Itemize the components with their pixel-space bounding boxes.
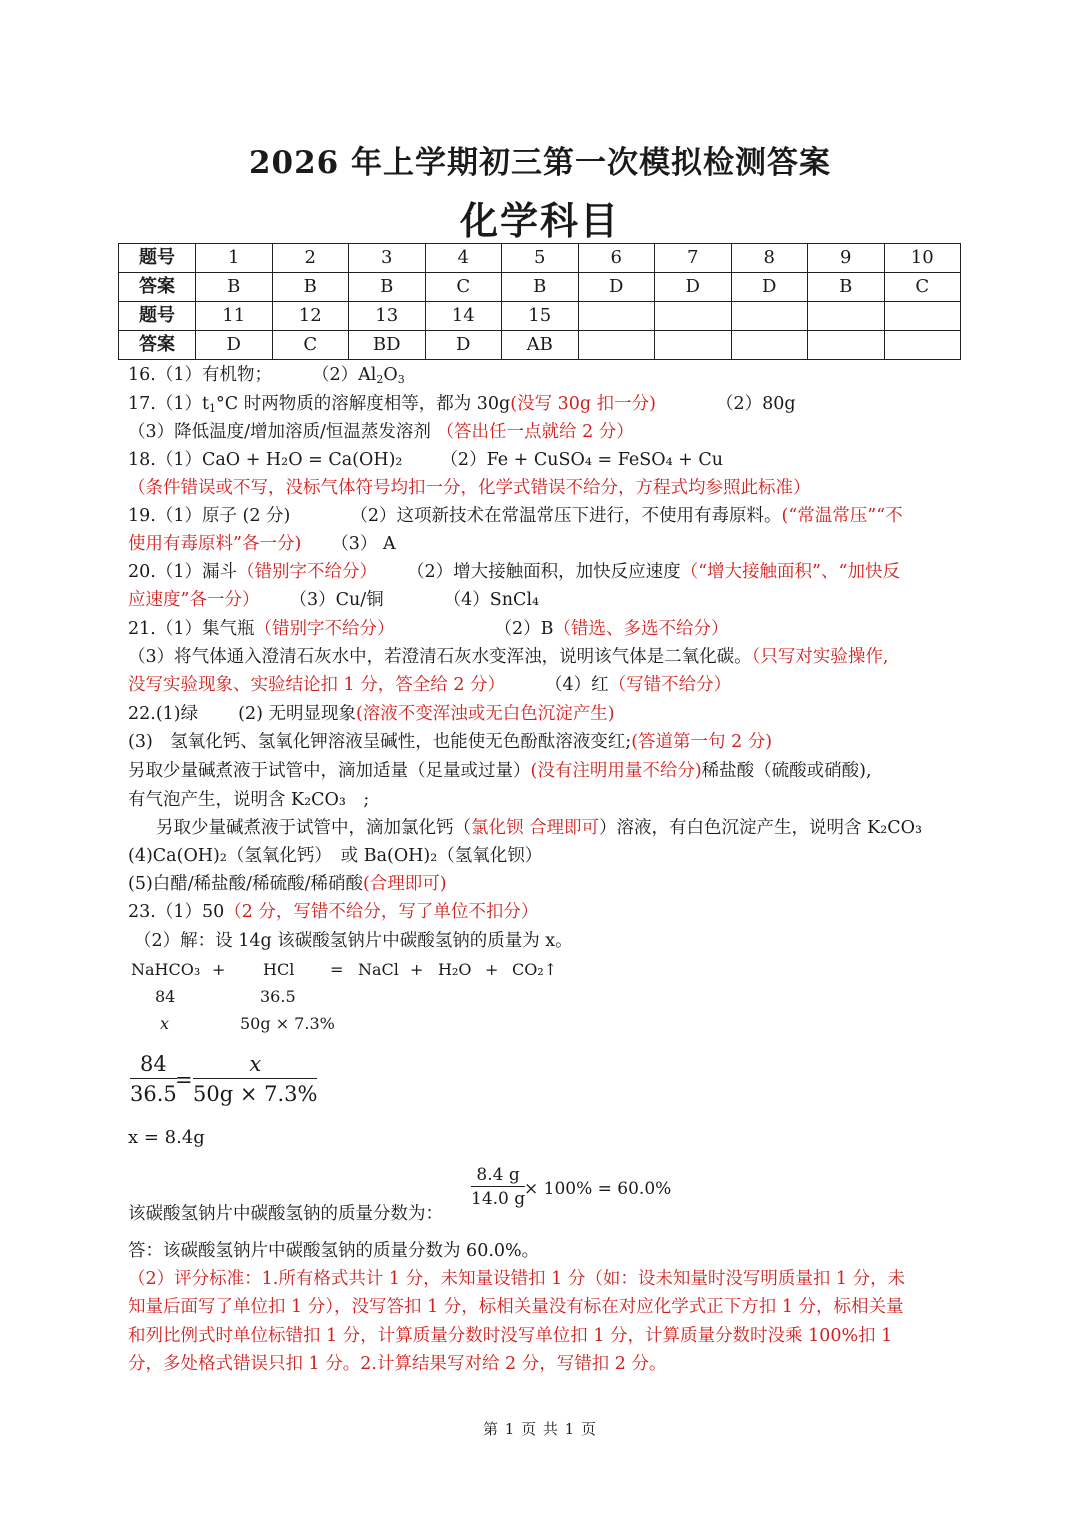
table-cell: [655, 331, 732, 360]
eq-mass: 84: [155, 987, 176, 1006]
q17-line-2: （3）降低温度/增加溶质/恒温蒸发溶剂 （答出任一点就给 2 分）: [128, 422, 634, 442]
answer-table-row: [119, 244, 961, 273]
q23-fraction-label: 该碳酸氢钠片中碳酸氢钠的质量分数为：: [128, 1204, 443, 1224]
table-cell: B: [502, 273, 579, 302]
table-cell: D: [578, 273, 655, 302]
eq-term: NaCl: [358, 960, 399, 979]
table-cell: D: [196, 331, 273, 360]
table-cell: 8: [731, 244, 808, 273]
table-cell: [808, 331, 885, 360]
table-cell: D: [655, 273, 732, 302]
proportion-right: $\frac{x}{50g \times 7.3\%}$: [193, 1052, 318, 1106]
subject-title: 化学科目: [459, 198, 620, 243]
table-cell: [731, 302, 808, 331]
table-cell: 3: [349, 244, 426, 273]
criteria-line: （2）评分标准：1.所有格式共计 1 分，未知量设错扣 1 分（如：设未知量时没写明质量扣 1 分，未: [128, 1269, 906, 1289]
answer-table-row: [119, 331, 961, 360]
q21-line-1: 21.（1）集气瓶（错别字不给分） （2）B（错选、多选不给分）: [128, 619, 729, 639]
table-cell: 1: [196, 244, 273, 273]
eq-term: HCl: [263, 960, 295, 979]
table-cell: D: [425, 331, 502, 360]
table-cell: 2: [272, 244, 349, 273]
criteria-line: 和列比例式时单位标错扣 1 分，计算质量分数时没写单位扣 1 分，计算质量分数时没乘 100%扣 1: [128, 1326, 893, 1346]
table-cell: [578, 302, 655, 331]
eq-mass: 36.5: [260, 987, 296, 1006]
table-cell: D: [731, 273, 808, 302]
criteria-line: 分，多处格式错误只扣 1 分。2.计算结果写对给 2 分，写错扣 2 分。: [128, 1354, 667, 1374]
eq-term: +: [212, 960, 226, 979]
table-cell: B: [808, 273, 885, 302]
table-cell: 4: [425, 244, 502, 273]
table-cell: C: [884, 273, 961, 302]
row-header-cell: 题号: [119, 302, 196, 331]
table-cell: B: [196, 273, 273, 302]
q22-line-4: 有气泡产生，说明含 K₂CO₃ ;: [128, 790, 370, 810]
table-cell: C: [272, 331, 349, 360]
q22-line-7: (5)白醋/稀盐酸/稀硫酸/稀硝酸(合理即可): [128, 874, 447, 894]
answer-table-row: [119, 273, 961, 302]
q23-result: x = 8.4g: [128, 1127, 205, 1148]
q20-line-2: 应速度”各一分） （3）Cu/铜 （4）SnCl₄: [128, 590, 540, 610]
table-cell: 11: [196, 302, 273, 331]
table-cell: B: [272, 273, 349, 302]
table-cell: 7: [655, 244, 732, 273]
table-cell: [655, 302, 732, 331]
q22-line-6: (4)Ca(OH)₂（氢氧化钙） 或 Ba(OH)₂（氢氧化钡）: [128, 846, 543, 866]
q18-note: （条件错误或不写，没标气体符号均扣一分，化学式错误不给分，方程式均参照此标准）: [128, 478, 811, 498]
q22-line-2: (3) 氢氧化钙、氢氧化钾溶液呈碱性，也能使无色酚酞溶液变红;(答道第一句 2 分): [128, 732, 773, 752]
table-cell: 5: [502, 244, 579, 273]
q19-line-2: 使用有毒原料”各一分) （3） A: [128, 534, 396, 554]
table-cell: 6: [578, 244, 655, 273]
q22-line-1: 22.(1)绿 (2) 无明显现象(溶液不变浑浊或无白色沉淀产生): [128, 704, 615, 724]
criteria-line: 知量后面写了单位扣 1 分），没写答扣 1 分，标相关量没有标在对应化学式正下方扣 1 分，标相关量: [128, 1297, 904, 1317]
table-cell: [884, 331, 961, 360]
eq-term: =: [330, 960, 344, 979]
q23-line-1: 23.（1）50（2 分，写错不给分，写了单位不扣分）: [128, 902, 539, 922]
q21-line-3: 没写实验现象、实验结论扣 1 分，答全给 2 分） （4）红（写错不给分）: [128, 675, 732, 695]
eq-term: H₂O: [438, 960, 472, 979]
table-cell: B: [349, 273, 426, 302]
table-cell: BD: [349, 331, 426, 360]
q17-line-1: $17.(1)t_1^\circ C$ 时两物质的溶解度相等，都为 30g(没写 30g 扣一分) （2）80g: [128, 394, 796, 415]
eq-term: NaHCO₃: [131, 960, 201, 979]
eq-term: CO₂↑: [512, 960, 558, 979]
answer-table-row: [119, 302, 961, 331]
q22-line-5: 另取少量碱煮液于试管中，滴加氯化钙（氯化钡 合理即可）溶液，有白色沉淀产生，说明含 K₂CO₃: [156, 818, 922, 838]
row-header-cell: 题号: [119, 244, 196, 273]
table-cell: [731, 331, 808, 360]
table-cell: 15: [502, 302, 579, 331]
q16-line: 16.（1）有机物； $(2)Al_2O_3$: [128, 365, 405, 386]
table-cell: 9: [808, 244, 885, 273]
q19-line-1: 19.（1）原子 (2 分) （2）这项新技术在常温常压下进行，不使用有毒原料。(“常温常压”“不: [128, 506, 903, 526]
mass-fraction-tail: × 100% = 60.0%: [524, 1179, 672, 1199]
row-header-cell: 答案: [119, 273, 196, 302]
q21-line-2: （3）将气体通入澄清石灰水中，若澄清石灰水变浑浊，说明该气体是二氧化碳。（只写对实验操作,: [128, 647, 889, 667]
proportion-equals: =: [175, 1068, 193, 1092]
row-header-cell: 答案: [119, 331, 196, 360]
eq-term: +: [485, 960, 499, 979]
table-cell: 10: [884, 244, 961, 273]
table-cell: 13: [349, 302, 426, 331]
q20-line-1: 20.（1）漏斗（错别字不给分） （2）增大接触面积，加快反应速度（“增大接触面积”、“加快反: [128, 562, 900, 582]
mass-fraction: $\frac{8.4 g}{14.0 g}$: [471, 1165, 526, 1209]
proportion-left: $\frac{84}{36.5}$: [130, 1052, 177, 1106]
q23-answer: 答：该碳酸氢钠片中碳酸氢钠的质量分数为 60.0%。: [128, 1241, 540, 1261]
q18-line-1: 18.（1）CaO + H₂O = Ca(OH)₂ （2）Fe + CuSO₄ = FeSO₄ + Cu: [128, 450, 724, 470]
answer-table: [118, 243, 961, 360]
table-cell: [808, 302, 885, 331]
eq-given: x: [160, 1014, 170, 1033]
page-footer: 第 1 页 共 1 页: [483, 1420, 597, 1438]
table-cell: AB: [502, 331, 579, 360]
q22-line-3: 另取少量碱煮液于试管中，滴加适量（足量或过量）(没有注明用量不给分)稀盐酸（硫酸或硝酸),: [128, 761, 872, 781]
page-title: 2026 年上学期初三第一次模拟检测答案: [248, 145, 832, 181]
eq-given: 50g × 7.3%: [240, 1014, 335, 1033]
table-cell: C: [425, 273, 502, 302]
eq-term: +: [410, 960, 424, 979]
table-cell: 14: [425, 302, 502, 331]
table-cell: [578, 331, 655, 360]
q23-line-2: （2）解：设 14g 该碳酸氢钠片中碳酸氢钠的质量为 x。: [134, 931, 573, 951]
table-cell: 12: [272, 302, 349, 331]
table-cell: [884, 302, 961, 331]
